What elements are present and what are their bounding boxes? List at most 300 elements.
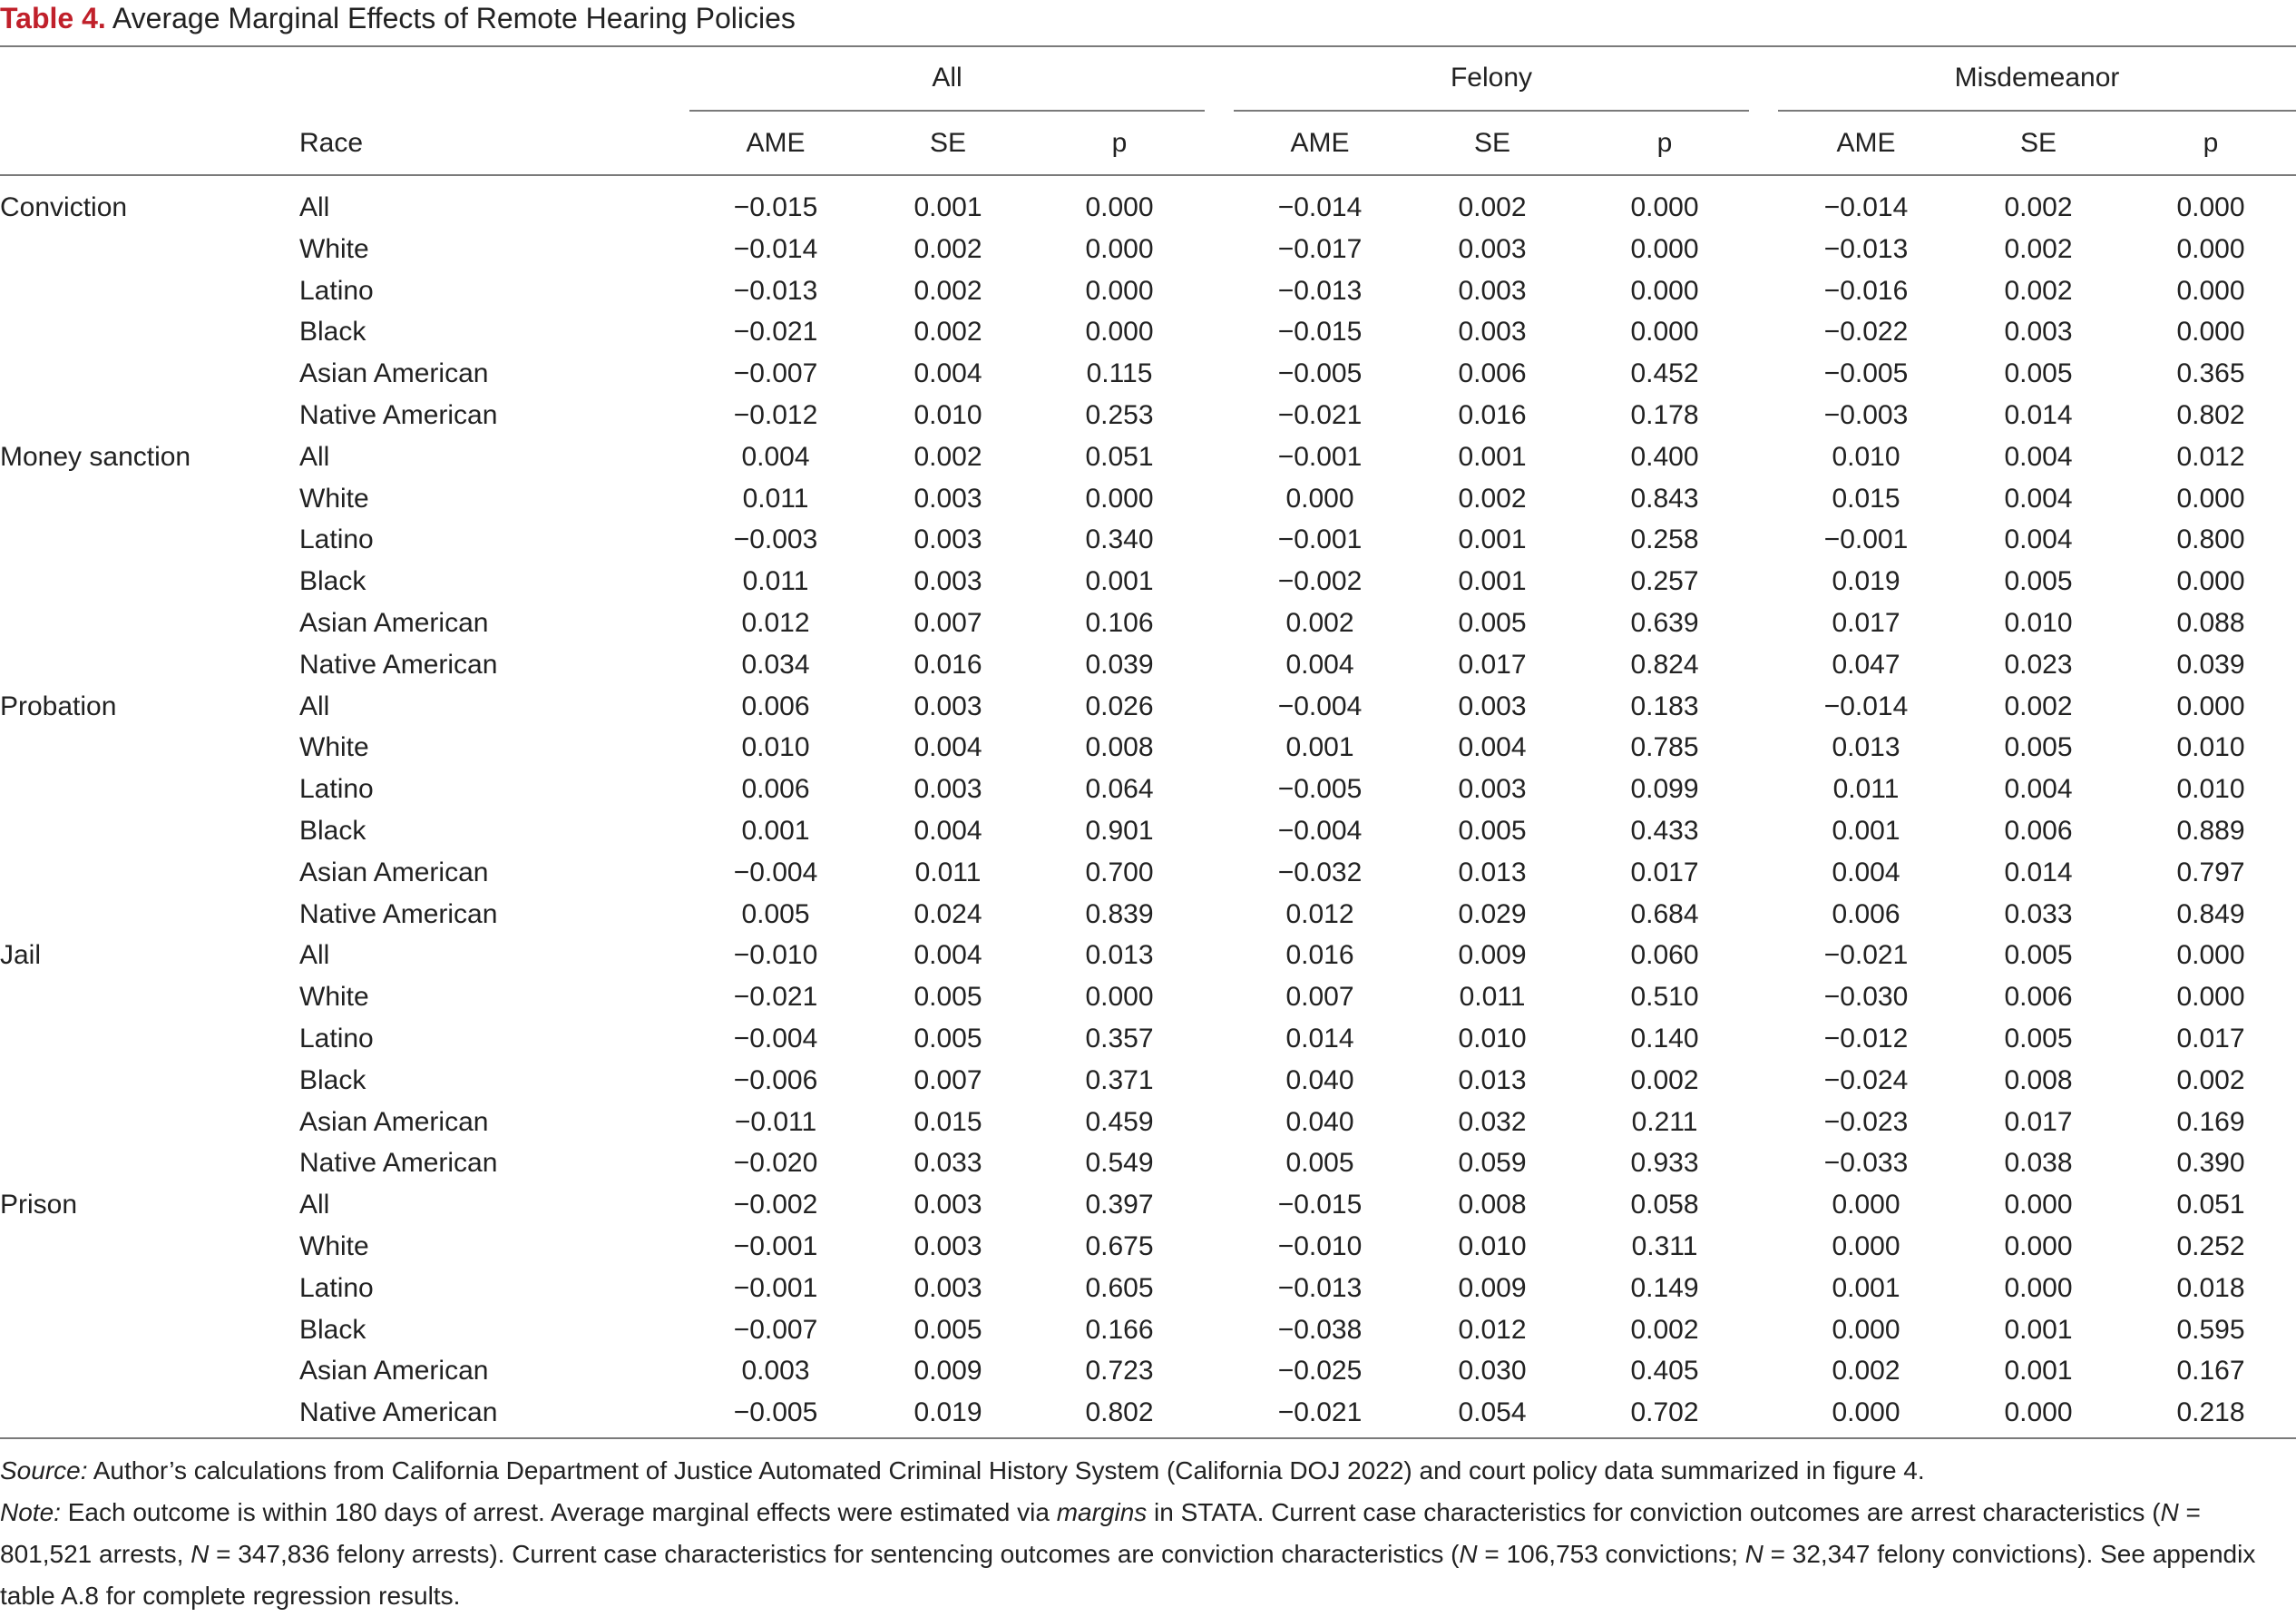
value-se: 0.002: [2004, 691, 2073, 721]
value-se: 0.011: [914, 858, 982, 887]
race-label: White: [299, 1231, 369, 1261]
value-ame: −0.010: [733, 940, 818, 970]
value-se: 0.009: [1458, 940, 1527, 970]
value-ame: −0.021: [733, 317, 818, 347]
value-p: 0.889: [2176, 816, 2245, 846]
value-p: 0.166: [1085, 1315, 1154, 1345]
value-p: 0.405: [1630, 1356, 1699, 1386]
value-ame: −0.023: [1823, 1107, 1909, 1137]
value-ame: 0.006: [741, 774, 810, 804]
value-ame: −0.012: [733, 400, 818, 430]
note-n3-text: = 106,753 convictions;: [1477, 1540, 1745, 1568]
value-ame: −0.015: [1277, 1190, 1363, 1220]
value-p: 0.017: [1630, 858, 1699, 887]
value-p: 0.797: [2176, 858, 2245, 887]
value-ame: 0.004: [1285, 650, 1354, 680]
value-ame: −0.021: [1277, 400, 1363, 430]
value-ame: 0.003: [741, 1356, 810, 1386]
value-se: 0.001: [2004, 1315, 2073, 1345]
race-column-header: Race: [299, 128, 364, 158]
outcome-label: Prison: [0, 1190, 78, 1220]
value-p: 0.088: [2176, 608, 2245, 638]
value-ame: 0.019: [1832, 566, 1900, 596]
value-ame: 0.047: [1832, 650, 1900, 680]
value-p: 0.026: [1085, 691, 1154, 721]
value-ame: −0.021: [1823, 940, 1909, 970]
value-se: 0.001: [1458, 566, 1527, 596]
value-p: 0.595: [2176, 1315, 2245, 1345]
value-ame: −0.005: [1277, 774, 1363, 804]
value-p: 0.901: [1085, 816, 1154, 846]
value-ame: 0.000: [1832, 1190, 1900, 1220]
value-se: 0.014: [2004, 858, 2073, 887]
value-se: 0.005: [2004, 566, 2073, 596]
group-header-all: All: [932, 63, 962, 93]
value-se: 0.005: [914, 982, 982, 1012]
value-ame: −0.013: [1277, 1273, 1363, 1303]
value-p: 0.000: [2176, 234, 2245, 264]
group-rule: [689, 110, 1205, 112]
value-se: 0.005: [914, 1315, 982, 1345]
value-p: 0.785: [1630, 732, 1699, 762]
value-p: 0.000: [2176, 317, 2245, 347]
value-p: 0.000: [1630, 276, 1699, 306]
column-header-ame: AME: [746, 128, 806, 158]
value-ame: −0.001: [1277, 524, 1363, 554]
outcome-label: Probation: [0, 691, 117, 721]
value-se: 0.003: [914, 524, 982, 554]
value-ame: −0.014: [1823, 192, 1909, 222]
value-p: 0.039: [1085, 650, 1154, 680]
value-se: 0.007: [914, 1065, 982, 1095]
value-p: 0.605: [1085, 1273, 1154, 1303]
column-header-p: p: [2203, 128, 2219, 158]
note-n2: N: [191, 1540, 210, 1568]
note-text-1: Each outcome is within 180 days of arrest. Average marginal effects were estimated via: [60, 1498, 1057, 1526]
race-label: All: [299, 192, 330, 222]
value-p: 0.010: [2176, 774, 2245, 804]
value-p: 0.183: [1630, 691, 1699, 721]
value-se: 0.012: [1458, 1315, 1527, 1345]
value-p: 0.000: [1085, 484, 1154, 514]
value-se: 0.002: [2004, 234, 2073, 264]
value-ame: 0.034: [741, 650, 810, 680]
value-ame: −0.014: [1823, 691, 1909, 721]
value-ame: 0.015: [1832, 484, 1900, 514]
value-p: 0.000: [2176, 276, 2245, 306]
value-p: 0.001: [1085, 566, 1154, 596]
value-p: 0.802: [1085, 1397, 1154, 1427]
value-p: 0.169: [2176, 1107, 2245, 1137]
value-se: 0.004: [914, 816, 982, 846]
value-se: 0.032: [1458, 1107, 1527, 1137]
value-se: 0.002: [2004, 276, 2073, 306]
value-se: 0.010: [914, 400, 982, 430]
source-text: Author’s calculations from California Department of Justice Automated Criminal History System (California DOJ 2022) and court policy data summarized in figure 4.: [87, 1456, 1925, 1485]
value-se: 0.003: [914, 691, 982, 721]
value-p: 0.149: [1630, 1273, 1699, 1303]
value-p: 0.340: [1085, 524, 1154, 554]
value-p: 0.106: [1085, 608, 1154, 638]
value-se: 0.002: [914, 234, 982, 264]
value-se: 0.002: [914, 276, 982, 306]
value-p: 0.371: [1085, 1065, 1154, 1095]
value-se: 0.002: [914, 442, 982, 472]
race-label: Asian American: [299, 1356, 489, 1386]
value-p: 0.018: [2176, 1273, 2245, 1303]
value-p: 0.002: [1630, 1315, 1699, 1345]
value-se: 0.000: [2004, 1397, 2073, 1427]
value-ame: 0.000: [1832, 1315, 1900, 1345]
value-p: 0.000: [2176, 192, 2245, 222]
note-text-2: in STATA. Current case characteristics for conviction outcomes are arrest characteristics (: [1147, 1498, 2161, 1526]
value-ame: −0.025: [1277, 1356, 1363, 1386]
value-ame: −0.015: [733, 192, 818, 222]
value-ame: 0.005: [741, 899, 810, 929]
value-ame: −0.006: [733, 1065, 818, 1095]
value-se: 0.014: [2004, 400, 2073, 430]
value-se: 0.001: [914, 192, 982, 222]
value-se: 0.002: [2004, 192, 2073, 222]
value-p: 0.257: [1630, 566, 1699, 596]
method-note: [0, 1492, 2296, 1617]
race-label: Native American: [299, 1148, 498, 1178]
value-se: 0.003: [1458, 276, 1527, 306]
group-rule: [1234, 110, 1749, 112]
value-p: 0.002: [2176, 1065, 2245, 1095]
value-se: 0.005: [2004, 358, 2073, 388]
value-ame: 0.004: [1832, 858, 1900, 887]
value-se: 0.000: [2004, 1273, 2073, 1303]
value-se: 0.004: [2004, 524, 2073, 554]
value-ame: −0.030: [1823, 982, 1909, 1012]
race-label: Latino: [299, 1024, 374, 1054]
value-p: 0.167: [2176, 1356, 2245, 1386]
value-ame: −0.001: [733, 1231, 818, 1261]
value-ame: 0.017: [1832, 608, 1900, 638]
note-n2-text: = 347,836 felony arrests). Current case characteristics for sentencing outcomes are conviction characteristics (: [209, 1540, 1460, 1568]
value-ame: 0.010: [741, 732, 810, 762]
value-se: 0.016: [914, 650, 982, 680]
value-p: 0.002: [1630, 1065, 1699, 1095]
note-n4: N: [1744, 1540, 1764, 1568]
race-label: Black: [299, 566, 366, 596]
value-se: 0.006: [1458, 358, 1527, 388]
note-n1: N: [2160, 1498, 2179, 1526]
value-p: 0.000: [1630, 317, 1699, 347]
value-ame: 0.004: [741, 442, 810, 472]
race-label: Asian American: [299, 358, 489, 388]
value-ame: −0.022: [1823, 317, 1909, 347]
value-p: 0.012: [2176, 442, 2245, 472]
race-label: Black: [299, 816, 366, 846]
value-ame: 0.012: [1285, 899, 1354, 929]
value-p: 0.311: [1631, 1231, 1698, 1261]
value-ame: −0.021: [733, 982, 818, 1012]
value-p: 0.064: [1085, 774, 1154, 804]
value-p: 0.008: [1085, 732, 1154, 762]
value-ame: −0.013: [1823, 234, 1909, 264]
value-p: 0.051: [1085, 442, 1154, 472]
value-se: 0.000: [2004, 1190, 2073, 1220]
value-ame: 0.001: [1832, 816, 1900, 846]
value-ame: 0.002: [1285, 608, 1354, 638]
value-se: 0.004: [914, 732, 982, 762]
value-ame: −0.015: [1277, 317, 1363, 347]
value-ame: 0.005: [1285, 1148, 1354, 1178]
race-label: White: [299, 484, 369, 514]
value-p: 0.000: [1085, 192, 1154, 222]
value-se: 0.003: [914, 1190, 982, 1220]
race-label: Latino: [299, 524, 374, 554]
value-se: 0.003: [1458, 317, 1527, 347]
value-p: 0.510: [1630, 982, 1699, 1012]
value-ame: −0.002: [733, 1190, 818, 1220]
column-header-ame: AME: [1290, 128, 1350, 158]
note-n4-text: = 32,347 felony convictions). See appendix table A.8 for complete regression results.: [0, 1540, 2256, 1610]
value-p: 0.800: [2176, 524, 2245, 554]
value-se: 0.010: [2004, 608, 2073, 638]
value-ame: −0.005: [1823, 358, 1909, 388]
value-se: 0.003: [914, 774, 982, 804]
value-se: 0.005: [1458, 608, 1527, 638]
race-label: All: [299, 940, 330, 970]
value-ame: −0.007: [733, 1315, 818, 1345]
value-ame: −0.011: [734, 1107, 817, 1137]
race-label: Latino: [299, 1273, 374, 1303]
value-ame: 0.002: [1832, 1356, 1900, 1386]
note-n3: N: [1459, 1540, 1478, 1568]
table-number: Table 4.: [0, 2, 106, 34]
value-ame: 0.012: [741, 608, 810, 638]
value-ame: −0.005: [733, 1397, 818, 1427]
value-p: 0.000: [2176, 484, 2245, 514]
value-ame: −0.010: [1277, 1231, 1363, 1261]
value-p: 0.700: [1085, 858, 1154, 887]
value-se: 0.006: [2004, 816, 2073, 846]
race-label: Latino: [299, 774, 374, 804]
race-label: Native American: [299, 899, 498, 929]
value-se: 0.003: [914, 566, 982, 596]
value-se: 0.013: [1458, 1065, 1527, 1095]
value-se: 0.001: [1458, 442, 1527, 472]
value-se: 0.016: [1458, 400, 1527, 430]
value-p: 0.000: [1085, 276, 1154, 306]
value-se: 0.005: [2004, 1024, 2073, 1054]
value-se: 0.004: [2004, 774, 2073, 804]
race-label: All: [299, 1190, 330, 1220]
value-p: 0.839: [1085, 899, 1154, 929]
value-se: 0.003: [1458, 774, 1527, 804]
value-se: 0.029: [1458, 899, 1527, 929]
column-header-se: SE: [2019, 128, 2057, 158]
value-p: 0.253: [1085, 400, 1154, 430]
value-ame: −0.014: [1277, 192, 1363, 222]
value-se: 0.004: [2004, 484, 2073, 514]
value-se: 0.008: [1458, 1190, 1527, 1220]
value-p: 0.459: [1085, 1107, 1154, 1137]
value-p: 0.000: [1085, 317, 1154, 347]
value-se: 0.008: [2004, 1065, 2073, 1095]
value-se: 0.010: [1458, 1231, 1527, 1261]
column-header-p: p: [1111, 128, 1128, 158]
value-se: 0.005: [2004, 940, 2073, 970]
value-ame: −0.004: [733, 1024, 818, 1054]
table-notes: [0, 1450, 2296, 1617]
value-p: 0.849: [2176, 899, 2245, 929]
race-label: Asian American: [299, 1107, 489, 1137]
note-n1-text: = 801,521 arrests,: [0, 1498, 2201, 1568]
value-ame: 0.007: [1285, 982, 1354, 1012]
value-p: 0.013: [1085, 940, 1154, 970]
group-header-misdemeanor: Misdemeanor: [1954, 63, 2120, 93]
value-se: 0.003: [914, 484, 982, 514]
value-ame: −0.013: [1277, 276, 1363, 306]
value-p: 0.390: [2176, 1148, 2245, 1178]
top-rule: [0, 45, 2296, 47]
value-ame: −0.021: [1277, 1397, 1363, 1427]
value-p: 0.802: [2176, 400, 2245, 430]
value-se: 0.033: [914, 1148, 982, 1178]
value-p: 0.723: [1085, 1356, 1154, 1386]
outcome-label: Jail: [0, 940, 42, 970]
value-p: 0.000: [1630, 234, 1699, 264]
value-p: 0.824: [1630, 650, 1699, 680]
value-ame: −0.001: [1823, 524, 1909, 554]
race-label: Native American: [299, 400, 498, 430]
value-se: 0.059: [1458, 1148, 1527, 1178]
race-label: White: [299, 982, 369, 1012]
value-p: 0.843: [1630, 484, 1699, 514]
value-ame: 0.001: [1285, 732, 1354, 762]
race-label: Black: [299, 1065, 366, 1095]
value-se: 0.004: [2004, 442, 2073, 472]
race-label: All: [299, 442, 330, 472]
value-se: 0.017: [1458, 650, 1527, 680]
value-p: 0.010: [2176, 732, 2245, 762]
value-ame: −0.004: [1277, 816, 1363, 846]
value-se: 0.005: [914, 1024, 982, 1054]
value-ame: 0.001: [1832, 1273, 1900, 1303]
value-ame: 0.016: [1285, 940, 1354, 970]
value-se: 0.013: [1458, 858, 1527, 887]
value-p: 0.178: [1630, 400, 1699, 430]
value-se: 0.011: [1459, 982, 1526, 1012]
value-se: 0.003: [914, 1231, 982, 1261]
column-header-se: SE: [929, 128, 967, 158]
note-margins: margins: [1056, 1498, 1148, 1526]
value-ame: 0.011: [742, 566, 809, 596]
value-ame: 0.006: [741, 691, 810, 721]
value-se: 0.003: [1458, 691, 1527, 721]
race-label: White: [299, 234, 369, 264]
value-p: 0.140: [1630, 1024, 1699, 1054]
column-header-p: p: [1656, 128, 1673, 158]
value-ame: 0.001: [741, 816, 810, 846]
value-p: 0.000: [2176, 566, 2245, 596]
value-p: 0.039: [2176, 650, 2245, 680]
value-ame: −0.001: [1277, 442, 1363, 472]
value-p: 0.099: [1630, 774, 1699, 804]
value-ame: −0.002: [1277, 566, 1363, 596]
value-ame: −0.005: [1277, 358, 1363, 388]
bottom-rule: [0, 1437, 2296, 1439]
value-p: 0.702: [1630, 1397, 1699, 1427]
value-ame: −0.013: [733, 276, 818, 306]
race-label: Native American: [299, 650, 498, 680]
value-p: 0.252: [2176, 1231, 2245, 1261]
race-label: All: [299, 691, 330, 721]
value-p: 0.433: [1630, 816, 1699, 846]
value-p: 0.051: [2176, 1190, 2245, 1220]
race-label: Latino: [299, 276, 374, 306]
value-se: 0.009: [914, 1356, 982, 1386]
value-ame: 0.014: [1285, 1024, 1354, 1054]
race-label: Asian American: [299, 608, 489, 638]
value-se: 0.001: [1458, 524, 1527, 554]
value-p: 0.549: [1085, 1148, 1154, 1178]
value-se: 0.033: [2004, 899, 2073, 929]
value-p: 0.115: [1086, 358, 1153, 388]
value-se: 0.009: [1458, 1273, 1527, 1303]
note-lead: Note:: [0, 1498, 61, 1526]
value-p: 0.000: [1085, 982, 1154, 1012]
value-se: 0.030: [1458, 1356, 1527, 1386]
value-ame: −0.016: [1823, 276, 1909, 306]
value-se: 0.010: [1458, 1024, 1527, 1054]
value-ame: 0.000: [1832, 1231, 1900, 1261]
source-lead: Source:: [0, 1456, 88, 1485]
value-ame: −0.007: [733, 358, 818, 388]
value-se: 0.054: [1458, 1397, 1527, 1427]
value-p: 0.357: [1085, 1024, 1154, 1054]
value-ame: −0.001: [733, 1273, 818, 1303]
column-header-se: SE: [1473, 128, 1511, 158]
outcome-label: Conviction: [0, 192, 128, 222]
value-se: 0.004: [1458, 732, 1527, 762]
value-ame: 0.013: [1832, 732, 1900, 762]
value-se: 0.005: [2004, 732, 2073, 762]
value-se: 0.002: [1458, 484, 1527, 514]
race-label: Asian American: [299, 858, 489, 887]
value-se: 0.006: [2004, 982, 2073, 1012]
value-se: 0.005: [1458, 816, 1527, 846]
value-p: 0.258: [1630, 524, 1699, 554]
value-p: 0.397: [1085, 1190, 1154, 1220]
value-ame: −0.004: [733, 858, 818, 887]
value-ame: 0.010: [1832, 442, 1900, 472]
value-ame: −0.024: [1823, 1065, 1909, 1095]
value-se: 0.004: [914, 358, 982, 388]
value-se: 0.024: [914, 899, 982, 929]
value-se: 0.017: [2004, 1107, 2073, 1137]
value-p: 0.060: [1630, 940, 1699, 970]
value-p: 0.933: [1630, 1148, 1699, 1178]
table-caption: [0, 0, 796, 36]
value-p: 0.684: [1630, 899, 1699, 929]
value-ame: −0.033: [1823, 1148, 1909, 1178]
value-ame: 0.000: [1832, 1397, 1900, 1427]
value-se: 0.023: [2004, 650, 2073, 680]
race-label: Black: [299, 317, 366, 347]
value-se: 0.002: [1458, 192, 1527, 222]
value-ame: −0.017: [1277, 234, 1363, 264]
value-se: 0.015: [914, 1107, 982, 1137]
value-ame: −0.012: [1823, 1024, 1909, 1054]
value-p: 0.675: [1085, 1231, 1154, 1261]
value-p: 0.400: [1630, 442, 1699, 472]
value-ame: −0.038: [1277, 1315, 1363, 1345]
